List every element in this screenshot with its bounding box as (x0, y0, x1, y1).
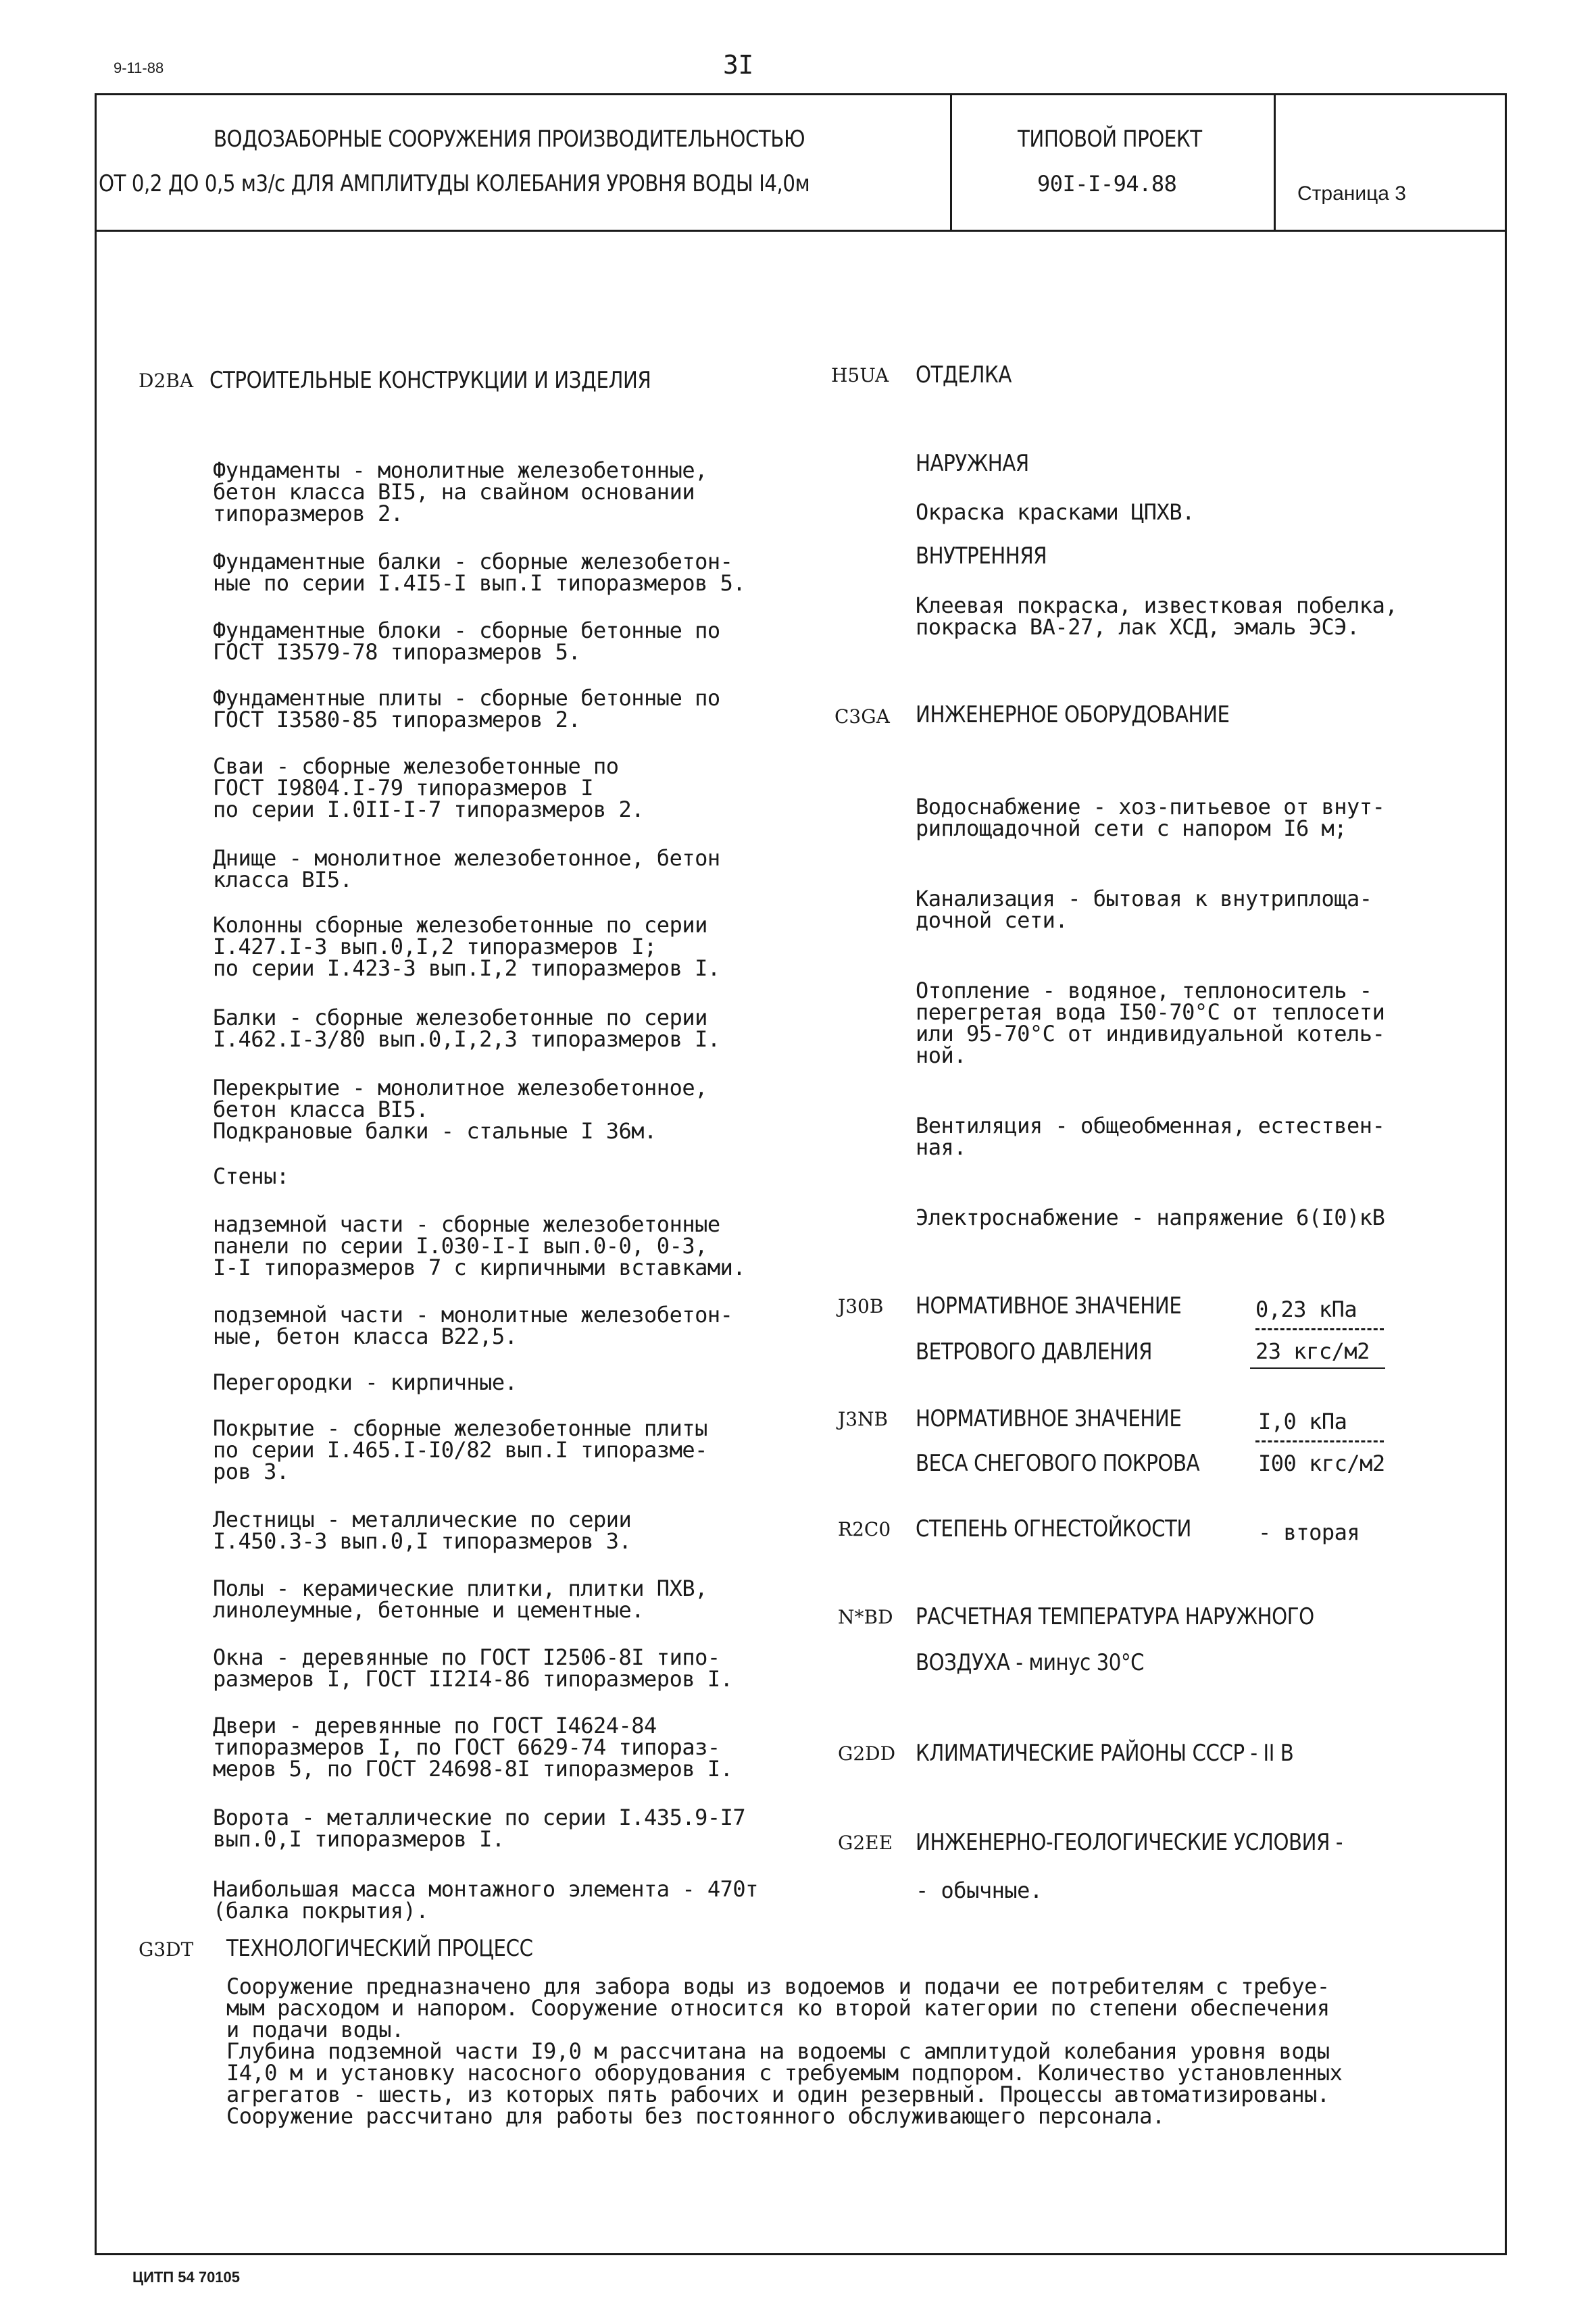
section-code-j30b: J30B (838, 1295, 884, 1317)
paragraph-line: бетон класса BI5, на свайном основании (213, 479, 695, 505)
finish-interior-line: Клеевая покраска, известковая побелка, (916, 593, 1398, 618)
section-code-g2ee: G2EE (838, 1832, 893, 1854)
paragraph-line: Фундаментные балки - сборные железобетон- (213, 549, 733, 574)
section-code-j3nb: J3NB (838, 1408, 889, 1430)
section-code-r2c0: R2C0 (838, 1518, 891, 1540)
paragraph-line: ров 3. (213, 1459, 289, 1484)
date-stamp: 9-11-88 (114, 59, 164, 76)
engineering-line: ная. (916, 1134, 967, 1160)
section-code-g3dt: G3DT (139, 1938, 194, 1961)
page-label: Страница 3 (1297, 182, 1406, 205)
paragraph-line: Сваи - сборные железобетонные по (213, 753, 619, 779)
climate-text: КЛИМАТИЧЕСКИЕ РАЙОНЫ СССР - II B (916, 1740, 1294, 1767)
paragraph-line: Ворота - металлические по серии I.435.9-I7 (213, 1805, 746, 1830)
wind-value-kgs: 23 кгс/м2 (1255, 1338, 1370, 1364)
engineering-line: или 95-70°С от индивидуальной котель- (916, 1021, 1385, 1047)
paragraph-line: размеров I, ГОСТ II2I4-86 типоразмеров I. (213, 1666, 733, 1692)
engineering-line: Электроснабжение - напряжение 6(I0)кВ (916, 1205, 1385, 1230)
process-line: мым расходом и напором. Сооружение относится ко второй категории по степени обеспечения (226, 1995, 1330, 2021)
paragraph-line: Перекрытие - монолитное железобетонное, (213, 1075, 707, 1101)
paragraph-line: Балки - сборные железобетонные по серии (213, 1005, 707, 1030)
wind-fraction-line (1255, 1328, 1384, 1330)
finish-interior-label: ВНУТРЕННЯЯ (916, 543, 1047, 570)
paragraph-line: по серии I.423-3 вып.I,2 типоразмеров I. (213, 955, 720, 981)
geology-line2: - обычные. (916, 1878, 1043, 1903)
fire-label: СТЕПЕНЬ ОГНЕСТОЙКОСТИ (916, 1515, 1191, 1542)
engineering-line: дочной сети. (916, 907, 1068, 933)
paragraph-line: I.462.I-3/80 вып.0,I,2,3 типоразмеров I. (213, 1026, 720, 1052)
snow-line1: НОРМАТИВНОЕ ЗНАЧЕНИЕ (916, 1405, 1182, 1432)
header-title-line1: ВОДОЗАБОРНЫЕ СООРУЖЕНИЯ ПРОИЗВОДИТЕЛЬНОСТЬЮ (214, 126, 805, 153)
paragraph-line: подземной части - монолитные железобетон- (213, 1302, 733, 1328)
paragraph-line: (балка покрытия). (213, 1898, 429, 1923)
header-col-divider-2 (1274, 93, 1276, 232)
engineering-line: Водоснабжение - хоз-питьевое от внут- (916, 794, 1385, 820)
section-title-finish: ОТДЕЛКА (916, 361, 1012, 388)
wind-value-kpa: 0,23 кПа (1255, 1297, 1357, 1322)
process-line: Сооружение рассчитано для работы без постоянного обслуживающего персонала. (226, 2103, 1165, 2129)
finish-exterior-label: НАРУЖНАЯ (916, 450, 1029, 477)
paragraph-line: Стены: (213, 1163, 289, 1189)
paragraph-line: I-I типоразмеров 7 с кирпичными вставками. (213, 1255, 746, 1280)
paragraph-line: I.427.I-3 вып.0,I,2 типоразмеров I; (213, 934, 657, 959)
page-frame (95, 93, 1507, 2255)
process-line: агрегатов - шесть, из которых пять рабочих и один резервный. Процессы автоматизированы. (226, 2082, 1330, 2107)
engineering-line: Вентиляция - общеобменная, естествен- (916, 1113, 1385, 1138)
paragraph-line: Подкрановые балки - стальные I 36м. (213, 1118, 657, 1144)
project-label: ТИПОВОЙ ПРОЕКТ (1018, 126, 1202, 153)
paragraph-line: вып.0,I типоразмеров I. (213, 1826, 505, 1852)
temperature-line1: РАСЧЕТНАЯ ТЕМПЕРАТУРА НАРУЖНОГО (916, 1603, 1314, 1630)
engineering-line: риплощадочной сети с напором I6 м; (916, 815, 1347, 841)
paragraph-line: Фундаментные плиты - сборные бетонные по (213, 685, 720, 711)
paragraph-line: бетон класса BI5. (213, 1097, 429, 1122)
header-col-divider-1 (950, 93, 952, 232)
paragraph-line: I.450.3-3 вып.0,I типоразмеров 3. (213, 1528, 632, 1554)
paragraph-line: линолеумные, бетонные и цементные. (213, 1597, 645, 1623)
paragraph-line: Перегородки - кирпичные. (213, 1369, 518, 1395)
paragraph-line: ные по серии I.4I5-I вып.I типоразмеров 5. (213, 570, 746, 596)
header-divider (95, 230, 1507, 232)
section-title-constructions: СТРОИТЕЛЬНЫЕ КОНСТРУКЦИИ И ИЗДЕЛИЯ (209, 367, 651, 394)
paragraph-line: Фундаменты - монолитные железобетонные, (213, 457, 707, 483)
project-number: 90I-I-94.88 (1037, 171, 1177, 197)
paragraph-line: меров 5, по ГОСТ 24698-8I типоразмеров I. (213, 1756, 733, 1782)
paragraph-line: Двери - деревянные по ГОСТ I4624-84 (213, 1713, 657, 1738)
snow-value-kpa: I,0 кПа (1258, 1409, 1347, 1434)
paragraph-line: Колонны сборные железобетонные по серии (213, 912, 707, 938)
paragraph-line: ные, бетон класса B22,5. (213, 1324, 518, 1349)
paragraph-line: ГОСТ I3579-78 типоразмеров 5. (213, 639, 581, 665)
finish-exterior-text: Окраска красками ЦПХВ. (916, 499, 1195, 525)
wind-line2: ВЕТРОВОГО ДАВЛЕНИЯ (916, 1338, 1153, 1365)
finish-interior-line: покраска BA-27, лак ХСД, эмаль ЭСЭ. (916, 614, 1360, 640)
engineering-line: Канализация - бытовая к внутриплоща- (916, 886, 1372, 911)
section-code-h5ua: H5UA (831, 364, 889, 386)
section-code-nbd: N*BD (838, 1606, 893, 1628)
paragraph-line: типоразмеров I, по ГОСТ 6629-74 типораз- (213, 1734, 720, 1760)
process-line: I4,0 м и установку насосного оборудования с требуемым подпором. Количество установленных (226, 2060, 1343, 2086)
paragraph-line: Полы - керамические плитки, плитки ПХВ, (213, 1576, 707, 1601)
paragraph-line: Окна - деревянные по ГОСТ I2506-8I типо- (213, 1644, 720, 1670)
paragraph-line: Покрытие - сборные железобетонные плиты (213, 1415, 707, 1441)
section-code-g2dd: G2DD (838, 1742, 896, 1765)
process-line: Глубина подземной части I9,0 м рассчитана на водоемы с амплитудой колебания уровня воды (226, 2038, 1330, 2064)
paragraph-line: типоразмеров 2. (213, 501, 403, 526)
paragraph-line: ГОСТ I9804.I-79 типоразмеров I (213, 775, 593, 801)
engineering-line: перегретая вода I50-70°С от теплосети (916, 999, 1385, 1025)
section-code-c3ga: C3GA (834, 705, 890, 728)
paragraph-line: Фундаментные блоки - сборные бетонные по (213, 618, 720, 643)
snow-line2: ВЕСА СНЕГОВОГО ПОКРОВА (916, 1450, 1200, 1477)
temperature-line2: ВОЗДУХА - минус 30°С (916, 1649, 1145, 1676)
paragraph-line: ГОСТ I3580-85 типоразмеров 2. (213, 707, 581, 732)
fire-value: - вторая (1258, 1519, 1360, 1545)
footer-stamp: ЦИТП 54 70105 (132, 2269, 241, 2286)
paragraph-line: по серии I.0II-I-7 типоразмеров 2. (213, 797, 645, 822)
process-line: Сооружение предназначено для забора воды из водоемов и подачи ее потребителям с требуе- (226, 1973, 1330, 1999)
section-title-process: ТЕХНОЛОГИЧЕСКИЙ ПРОЦЕСС (226, 1935, 533, 1962)
wind-line1: НОРМАТИВНОЕ ЗНАЧЕНИЕ (916, 1292, 1182, 1319)
paragraph-line: Днище - монолитное железобетонное, бетон (213, 845, 720, 871)
page-number: 3I (723, 50, 753, 80)
geology-line1: ИНЖЕНЕРНО-ГЕОЛОГИЧЕСКИЕ УСЛОВИЯ - (916, 1829, 1343, 1856)
paragraph-line: класса BI5. (213, 867, 353, 892)
paragraph-line: по серии I.465.I-I0/82 вып.I типоразме- (213, 1437, 707, 1463)
wind-underline (1250, 1367, 1385, 1369)
snow-value-kgs: I00 кгс/м2 (1258, 1451, 1385, 1476)
paragraph-line: панели по серии I.030-I-I вып.0-0, 0-3, (213, 1233, 707, 1259)
section-code-d2ba: D2BA (139, 370, 194, 392)
section-title-engineering: ИНЖЕНЕРНОЕ ОБОРУДОВАНИЕ (916, 701, 1230, 728)
engineering-line: ной. (916, 1042, 967, 1068)
engineering-line: Отопление - водяное, теплоноситель - (916, 978, 1372, 1003)
paragraph-line: Лестницы - металлические по серии (213, 1507, 632, 1532)
paragraph-line: надземной части - сборные железобетонные (213, 1211, 720, 1237)
header-title-line2: ОТ 0,2 ДО 0,5 м3/с ДЛЯ АМПЛИТУДЫ КОЛЕБАНИЯ УРОВНЯ ВОДЫ I4,0м (99, 170, 810, 197)
snow-fraction-line (1255, 1440, 1384, 1442)
paragraph-line: Наибольшая масса монтажного элемента - 470т (213, 1876, 758, 1902)
process-line: и подачи воды. (226, 2017, 404, 2042)
